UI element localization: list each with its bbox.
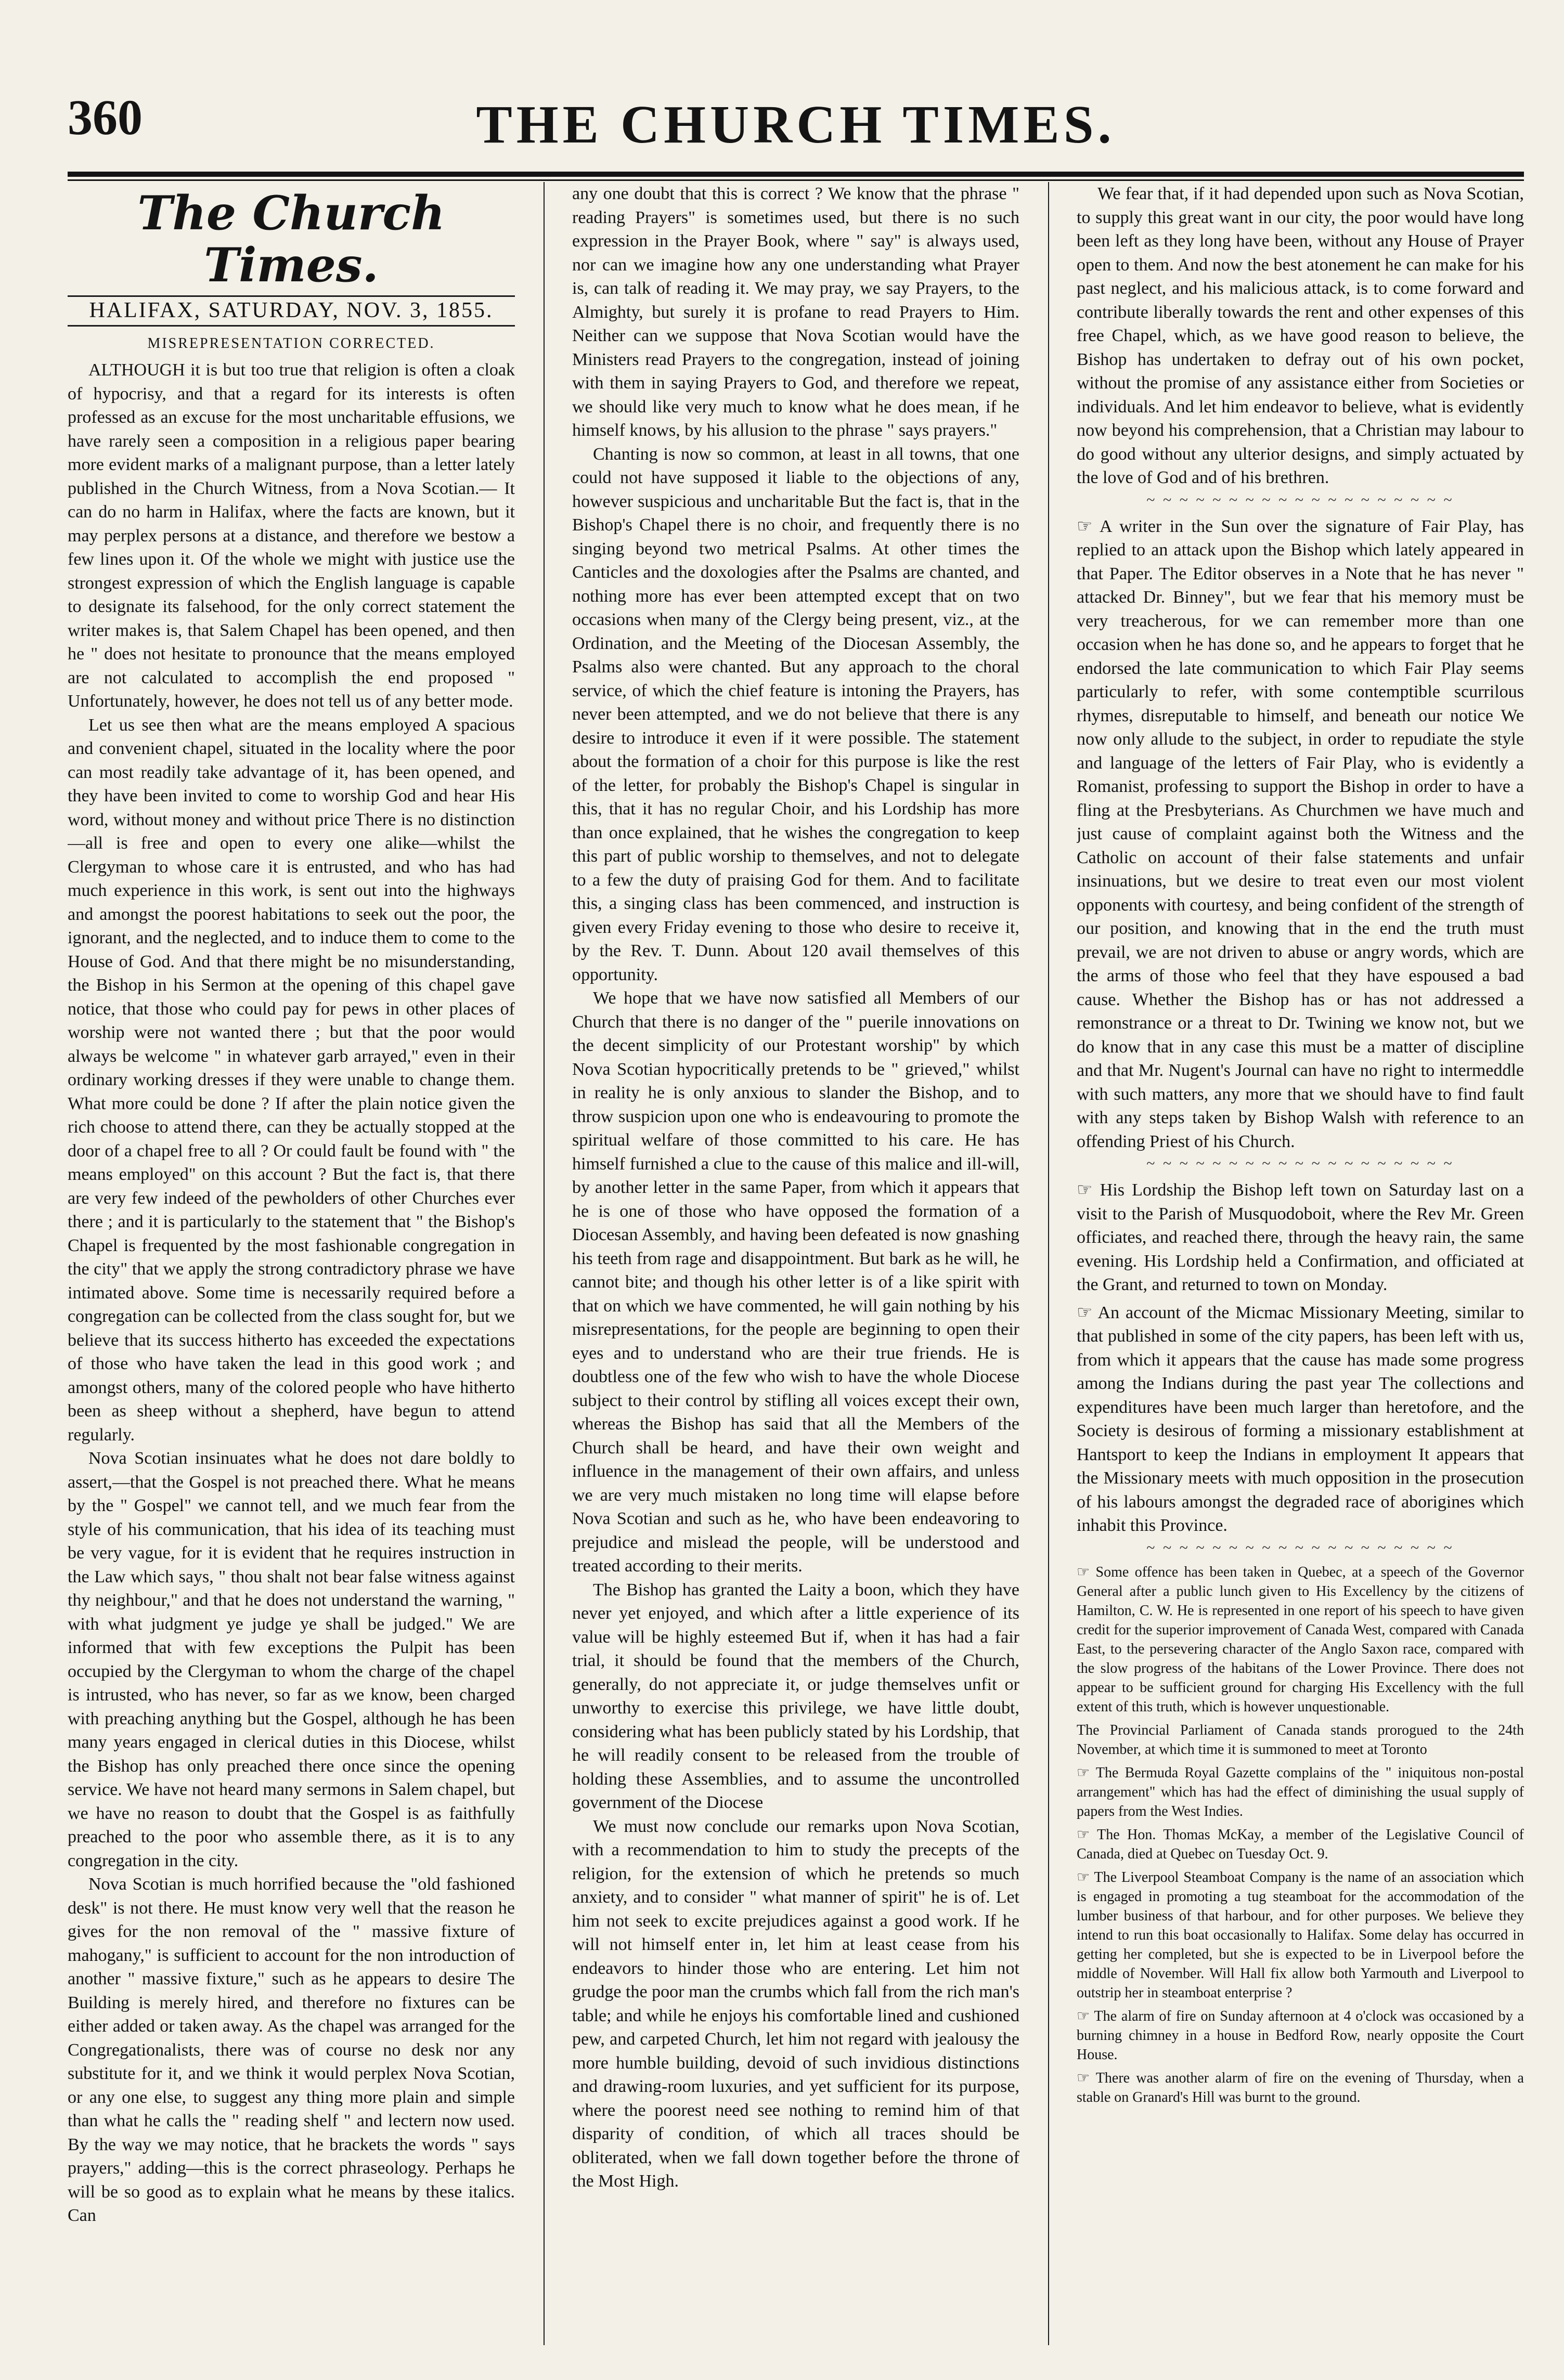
column-divider	[1048, 182, 1049, 2345]
header-rule	[68, 172, 1524, 181]
article-paragraph: We hope that we have now satisfied all Members of our Church that there is no danger of the " puerile innovations on the decent simplicity of our Protestant worship" by which Nova Scotian hypocritically pretends to be " grieved," whilst in reality he is only anxious to slander the Bishop, and to throw suspicion upon one who is endeavouring to promote the spiritual welfare of those committed to his care. He has himself furnished a clue to the cause of this malice and ill-will, by another letter in the same Paper, from which it appears that he is one of those who have opposed the formation of a Diocesan Assembly, and having been defeated is now gnashing his teeth from rage and disappointment. But bark as he will, he cannot bite; and though his other letter is of a like spirit with that on which we have commented, he will gain nothing by his misrepresentations, for the people are beginning to open their eyes and to understand who are their true friends. He is doubtless one of the few who wish to have the whole Diocese subject to their control by stifling all voices except their own, whereas the Bishop has said that all the Members of the Church shall be heard, and have their own weight and influence in the management of their own affairs, and unless we are very much mistaken no long time will elapse before Nova Scotian and such as he, who have been endeavoring to prejudice and mislead the people, will be understood and treated according to their merits.	[572, 989, 1019, 1576]
news-item: ☞ The Liverpool Steamboat Company is the name of an association which is engaged in promoting a tug steamboat for the accommodation of the lumber business of that harbour, and for other purposes. We believe they intend to run this boat occasionally to Halifax. Some delay has occurred in getting her completed, but she is expected to be in Liverpool before the middle of November. Will Hall fix allow both Yarmouth and Liverpool to outstrip her in steamboat enterprise ?	[1077, 1869, 1524, 2001]
news-item: ☞ Some offence has been taken in Quebec, at a speech of the Governor General after a public lunch given to His Excellency by the citizens of Hamilton, C. W. He is represented in one report of his speech to have given credit for the superior improvement of Canada West, compared with Canada East, to the persevering character of the Anglo Saxon race, compared with the slow progress of the habitans of the Lower Province. There does not appear to be sufficient ground for charging His Excellency with the full extent of this truth, which is however unquestionable.	[1077, 1564, 1524, 1715]
page-header	[68, 78, 1524, 172]
article-paragraph: Chanting is now so common, at least in all towns, that one could not have supposed it liable to the objections of any, however suspicious and uncharitable But the fact is, that in the Bishop's Chapel there is no choir, and frequently there is no singing beyond two metrical Psalms. At other times the Canticles and the doxologies after the Psalms are chanted, and nothing more has ever been attempted except that on two occasions when many of the Clergy being present, viz., at the Ordination, and the Meeting of the Diocesan Assembly, the Psalms also were chanted. But any approach to the choral service, of which the chief feature is intoning the Prayers, has never been attempted, and we do not believe that there is any desire to introduce it even if it were possible. The statement about the formation of a choir for this purpose is like the rest of the letter, for probably the Bishop's Chapel is singular in this, that it has no regular Choir, and his Lordship has more than once explained, that he wishes the congregation to keep this part of public worship to themselves, and not to delegate to a few the duty of praising God for them. And to facilitate this, a singing class has been commenced, and instruction is given every Friday evening to those who desire to receive it, by the Rev. T. Dunn. About 120 avail themselves of this opportunity.	[572, 444, 1019, 984]
article-paragraph: any one doubt that this is correct ? We know that the phrase " reading Prayers" is sometimes used, but there is no such expression in the Prayer Book, where " say" is always used, nor can we imagine how any one understanding what Prayer is, can talk of reading it. We may pray, we say Prayers, to the Almighty, but surely it is profane to read Prayers to Him. Neither can we suppose that Nova Scotian would have the Ministers read Prayers to the congregation, instead of joining with them in saying Prayers to God, and therefore we repeat, we should like very much to know what he does mean, if he himself knows, by his allusion to the phrase " says prayers."	[572, 184, 1019, 440]
article-paragraph: We must now conclude our remarks upon Nova Scotian, with a recommendation to him to study the precepts of the religion, for the extension of which he pretends so much anxiety, and to consider " what manner of spirit" he is of. Let him not seek to excite prejudices against a good work. If he will not himself enter in, let him at least cease from his endeavors to hinder those who are entering. Let him not grudge the poor man the crumbs which fall from the rich man's table; and while he enjoys his comfortable lined and cushioned pew, and carpeted Church, let him not regard with jealousy the more humble building, devoid of such invidious distinctions and drawing-room luxuries, and yet sufficient for its purpose, where the poorest need see nothing to remind him of that disparity of condition, of which all traces should be obliterated, when we fall down together before the throne of the Most High.	[572, 1816, 1019, 2191]
column-1	[68, 182, 515, 2345]
column-3	[1077, 182, 1524, 2345]
section-separator: ~ ~ ~ ~ ~ ~ ~ ~ ~ ~ ~ ~ ~ ~ ~ ~ ~ ~ ~	[1146, 491, 1454, 509]
paper-title: THE CHURCH TIMES.	[476, 95, 1116, 154]
article-paragraph: Let us see then what are the means employed A spacious and convenient chapel, situated in the locality where the poor can most readily take advantage of it, has been opened, and they have been invited to come to worship God and hear His word, without money and without price There is no distinction—all is free and open to every one alike—whilst the Clergyman to whose care it is entrusted, and who has had much experience in this work, is sent out into the highways and amongst the poorest habitations to seek out the poor, the ignorant, and the neglected, and to induce them to come to the House of God. And that there might be no misunderstanding, the Bishop in his Sermon at the opening of this chapel gave notice, that those who could pay for pews in other places of worship were not wanted there ; but that the poor would always be welcome " in whatever garb arrayed," even in their ordinary working dresses if they were unable to change them. What more could be done ? If after the plain notice given the rich choose to attend there, can they be actually stopped at the door of a chapel free to all ? Or could fault be found with " the means employed" on this account ? But the fact is, that there are very few indeed of the pewholders of other Churches ever there ; and it is particularly to the statement that " the Bishop's Chapel is frequented by the most fashionable congregation in the city" that we apply the strong contradictory phrase we have intimated above. Some time is necessarily required before a congregation can be collected from the class sought for, but we believe that its success hitherto has exceeded the expectations of those who have taken the lead in this good work ; and amongst others, many of the colored people who have hitherto been as sheep without a shepherd, have begun to attend regularly.	[68, 715, 515, 1445]
news-item: ☞ The alarm of fire on Sunday afternoon at 4 o'clock was occasioned by a burning chimney in a house in Bedford Row, nearly opposite the Court House.	[1077, 2008, 1524, 2063]
masthead: The Church Times.	[137, 186, 445, 293]
column-2	[572, 182, 1019, 2345]
article-paragraph: ALTHOUGH it is but too true that religion is often a cloak of hypocrisy, and that a regard for its interests is often professed as an excuse for the most uncharitable effusions, we have rarely seen a composition in a religious paper bearing more evident marks of a malignant purpose, than a letter lately published in the Church Witness, from a Nova Scotian.— It can do no harm in Halifax, where the facts are known, but it may perplex persons at a distance, and therefore we bestow a few lines upon it. Of the whole we might with justice use the strongest expression of which the English language is capable to designate its falsehood, for the only correct statement the writer makes is, that Salem Chapel has been opened, and then he " does not hesitate to pronounce that the means employed are not calculated to accomplish the end proposed " Unfortunately, however, he does not tell us of any better mode.	[68, 360, 515, 711]
article-paragraph: We fear that, if it had depended upon such as Nova Scotian, to supply this great want in our city, the poor would have long been left as they long have been, without any House of Prayer open to them. And now the best atonement he can make for his past neglect, and his malicious attack, is to come forward and contribute liberally towards the rent and other expenses of this free Chapel, which, as we have good reason to believe, the Bishop has undertaken to defray out of his own pocket, without the promise of any assistance either from Societies or individuals. And let him endeavor to believe, what is evidently now beyond his comprehension, that a Christian may labour to do good without any ulterior designs, and simply actuated by the love of God and of his brethren.	[1077, 184, 1524, 487]
news-item: ☞ A writer in the Sun over the signature of Fair Play, has replied to an attack upon the Bishop which lately appeared in that Paper. The Editor observes in a Note that he has never " attacked Dr. Binney", but we fear that his memory must be very treacherous, for we can remember more than one occasion when he has done so, and he appears to forget that he endorsed the late communication to which Fair Play seems particularly to refer, with some contemptible scurrilous rhymes, disreputable to himself, and beneath our notice We now only allude to the subject, in order to repudiate the style and language of the letters of Fair Play, who is evidently a Romanist, professing to support the Bishop in order to have a fling at the Presbyterians. As Churchmen we have much and just cause of complaint against both the Witness and the Catholic on account of their false statements and unfair insinuations, but we desire to treat even our most violent opponents with courtesy, and being confident of the strength of our position, and knowing that in the end the truth must prevail, we are not driven to abuse or angry words, which are the arms of those who feel that they have espoused a bad cause. Whether the Bishop has or has not addressed a remonstrance or a threat to Dr. Twining we know not, but we do know that in any case this must be a matter of discipline and that Mr. Nugent's Journal can have no right to intermeddle with such matters, any more that we should have to find fault with any steps taken by Bishop Walsh with reference to an offending Priest of his Church.	[1077, 516, 1524, 1151]
article-paragraph: Nova Scotian insinuates what he does not dare boldly to assert,—that the Gospel is not preached there. What he means by the " Gospel" we cannot tell, and we much fear from the style of his communication, that his idea of its teaching must be very vague, for it is evident that he requires instruction in the Law which says, " thou shalt not bear false witness against thy neighbour," and that he does not understand the warning, " with what judgment ye judge ye shall be judged." We are informed that with few exceptions the Pulpit has been occupied by the Clergyman to whom the charge of the chapel is intrusted, who has never, so far as we know, been charged with preaching anything but the Gospel, although he has been many years engaged in clerical duties in this Diocese, whilst the Bishop has only preached there once since the opening service. We have not heard many sermons in Salem chapel, but we have no reason to doubt that the Gospel is as faithfully preached to the poor who assemble there, as it is to any congregation in the city.	[68, 1449, 515, 1870]
column-divider	[544, 182, 545, 2345]
news-item: ☞ There was another alarm of fire on the evening of Thursday, when a stable on Granard's Hill was burnt to the ground.	[1077, 2070, 1524, 2105]
article-paragraph: The Bishop has granted the Laity a boon, which they have never yet enjoyed, and which after a little experience of its value will be highly esteemed But if, when it has had a fair trial, it should be found that the members of the Church, generally, do not appreciate it, or judge themselves unfit or unworthy to exercise this privilege, we have little doubt, considering what has been publicly stated by his Lordship, that he will readily consent to be released from the trouble of holding these Assemblies, and to assume the uncontrolled government of the Diocese	[572, 1580, 1019, 1812]
article-paragraph: Nova Scotian is much horrified because the "old fashioned desk" is not there. He must know very well that the reason he gives for the non removal of the " massive fixture of mahogany," is sufficient to account for the non introduction of another " massive fixture," such as he appears to desire The Building is merely hired, and therefore no fixtures can be either added or taken away. As the chapel was arranged for the Congregationalists, there was of course no desk nor any substitute for it, and we think it would perplex Nova Scotian, or any one else, to suggest any thing more plain and simple than what he calls the " reading shelf " and lectern now used. By the way we may notice, that he brackets the words " says prayers," adding—this is the correct phraseology. Perhaps he will be so good as to explain what he means by these italics. Can	[68, 1875, 515, 2225]
news-item: ☞ His Lordship the Bishop left town on Saturday last on a visit to the Parish of Musquodoboit, where the Rev Mr. Green officiates, and reached there, through the heavy rain, the same evening. His Lordship held a Confirmation, and officiated at the Grant, and returned to town on Monday.	[1077, 1180, 1524, 1294]
article-heading: MISREPRESENTATION CORRECTED.	[147, 335, 435, 352]
section-separator: ~ ~ ~ ~ ~ ~ ~ ~ ~ ~ ~ ~ ~ ~ ~ ~ ~ ~ ~	[1146, 1539, 1454, 1556]
news-item: ☞ The Hon. Thomas McKay, a member of the Legislative Council of Canada, died at Quebec on Tuesday Oct. 9.	[1077, 1826, 1524, 1862]
news-item: ☞ The Bermuda Royal Gazette complains of the " iniquitous non-postal arrangement" which has had the effect of diminishing the usual supply of papers from the West Indies.	[1077, 1764, 1524, 1819]
news-item: ☞ An account of the Micmac Missionary Meeting, similar to that published in some of the city papers, has been left with us, from which it appears that the cause has made some progress among the Indians during the past year The collections and expenditures have been much larger than heretofore, and the Society is desirous of forming a missionary establishment at Hantsport to keep the Indians in employment It appears that the Missionary meets with much opposition in the prosecution of his labours amongst the degraded race of aborigines which inhabit this Province.	[1077, 1303, 1524, 1535]
page-number: 360	[68, 89, 143, 145]
dateline: HALIFAX, SATURDAY, NOV. 3, 1855.	[68, 295, 515, 327]
section-separator: ~ ~ ~ ~ ~ ~ ~ ~ ~ ~ ~ ~ ~ ~ ~ ~ ~ ~ ~	[1146, 1155, 1454, 1172]
news-item: The Provincial Parliament of Canada stands prorogued to the 24th November, at which time it is summoned to meet at Toronto	[1077, 1722, 1524, 1758]
